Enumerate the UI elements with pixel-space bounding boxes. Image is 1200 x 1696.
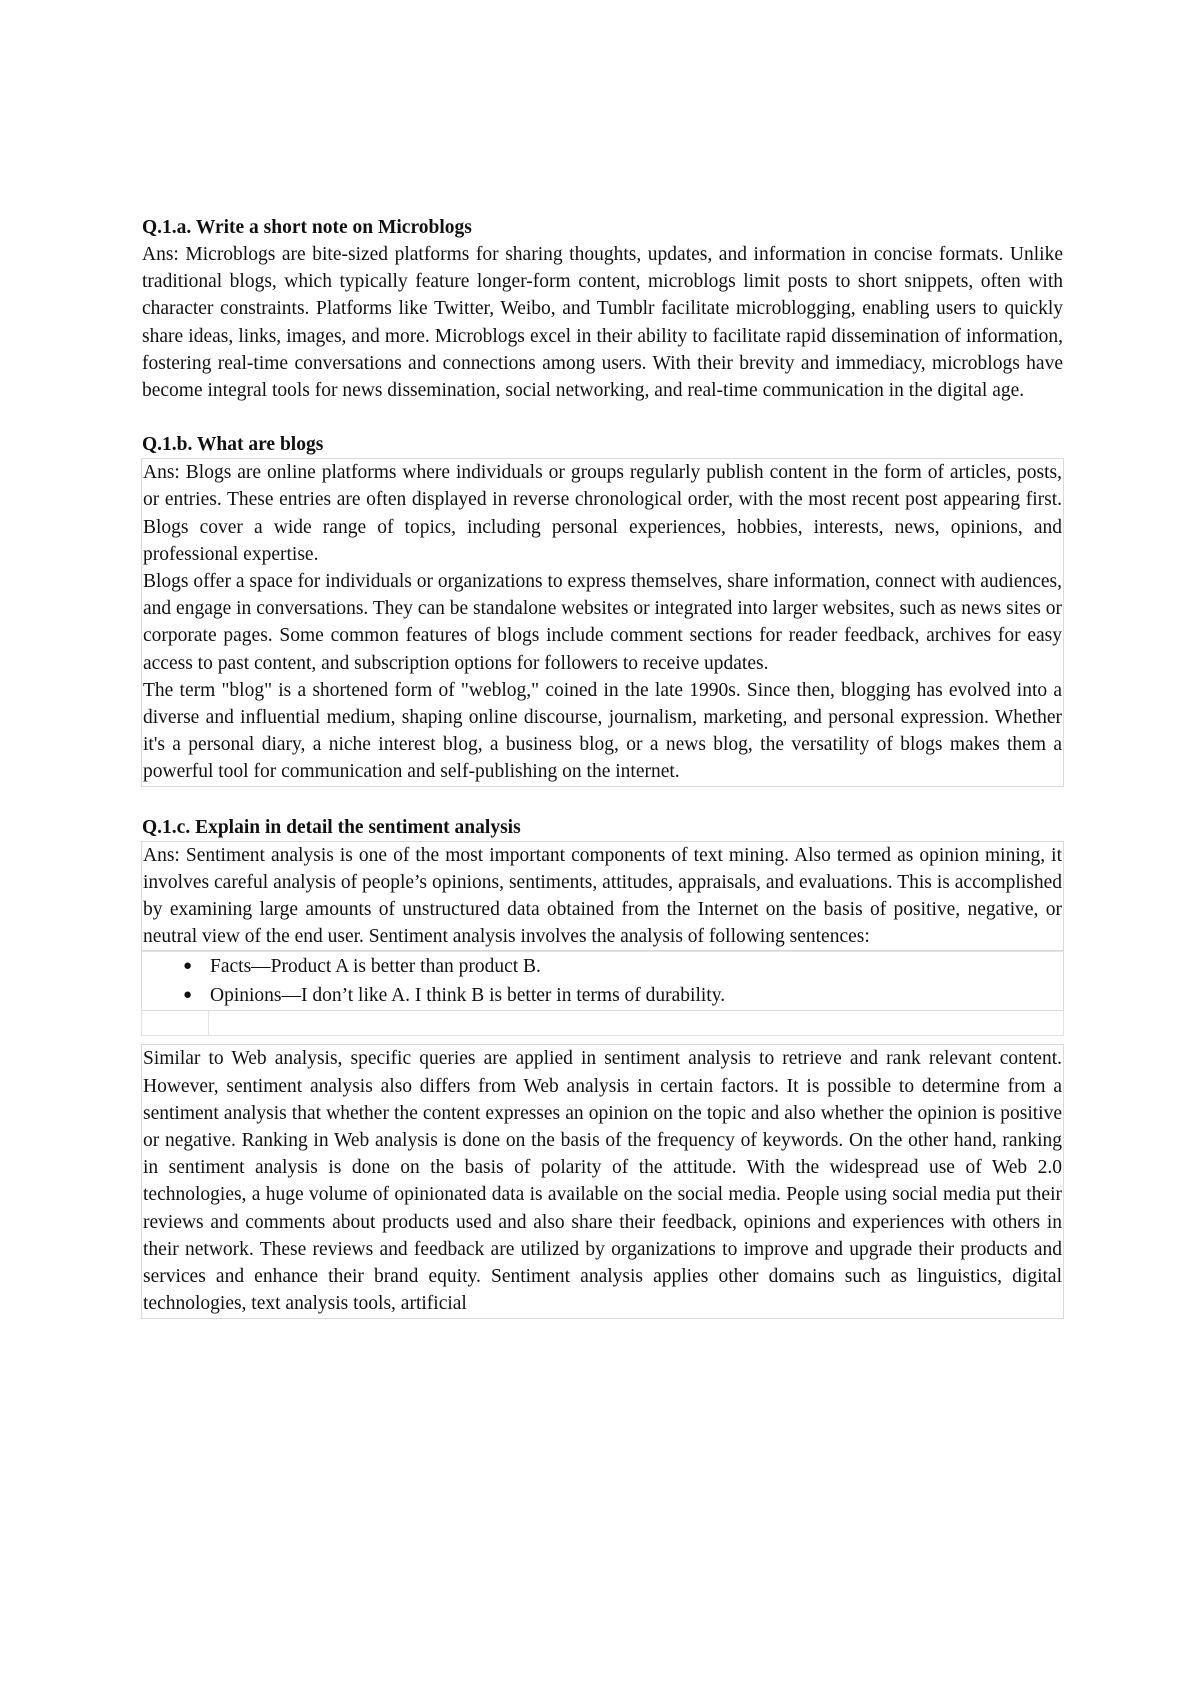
- bullet-list: [141, 951, 1064, 1011]
- answer-box-q1b: [141, 458, 1064, 786]
- list-item: [142, 952, 1063, 981]
- answer-box-q1c-intro: [141, 841, 1064, 952]
- answer-q1a: Ans: Microblogs are bite-sized platforms for sharing thoughts, updates, and information in concise formats. Unlike traditional blogs, which typically feature longer-form content, microblogs limit posts to short snippets, often with character constraints. Platforms like Twitter, Weibo, and Tumblr facilitate microblogging, enabling users to quickly share ideas, links, images, and more. Microblogs excel in their ability to facilitate rapid dissemination of information, fostering real-time conversations and connections among users. With their brevity and immediacy, microblogs have become integral tools for news dissemination, social networking, and real-time communication in the digital age.: [142, 244, 1063, 402]
- bullet-icon: ●: [183, 958, 193, 975]
- answer-q1c-continuation: Similar to Web analysis, specific queries are applied in sentiment analysis to retrieve and rank relevant content. However, sentiment analysis also differs from Web analysis in certain factors. It is possible to determine from a sentiment analysis that whether the content expresses an opinion on the topic and also whether the opinion is positive or negative. Ranking in Web analysis is done on the basis of the frequency of keywords. On the other hand, ranking in sentiment analysis is done on the basis of polarity of the attitude. With the widespread use of Web 2.0 technologies, a huge volume of opinionated data is available on the social media. People using social media put their reviews and comments about products used and also share their feedback, opinions and experiences with others in their network. These reviews and feedback are utilized by organizations to improve and upgrade their products and services and enhance their brand equity. Sentiment analysis applies other domains such as linguistics, digital technologies, text analysis tools, artificial: [143, 1048, 1062, 1315]
- bullet-icon: ●: [183, 987, 193, 1004]
- answer-q1c-intro: Ans: Sentiment analysis is one of the most important components of text mining. Also termed as opinion mining, it involves careful analysis of people’s opinions, sentiments, attitudes, appraisals, and evaluations. This is accomplished by examining large amounts of unstructured data obtained from the Internet on the basis of positive, negative, or neutral view of the end user. Sentiment analysis involves the analysis of following sentences:: [143, 844, 1062, 948]
- heading-q1a: Q.1.a. Write a short note on Microblogs: [142, 217, 472, 238]
- spacer: [141, 787, 1064, 814]
- answer-q1b-para-1: Ans: Blogs are online platforms where individuals or groups regularly publish content in the form of articles, posts, or entries. These entries are often displayed in reverse chronological order, with the most recent post appearing first. Blogs cover a wide range of topics, including personal experiences, hobbies, interests, news, opinions, and professional expertise.: [143, 462, 1062, 565]
- answer-box-q1c-continuation: [141, 1044, 1064, 1318]
- spacer: [141, 1036, 1064, 1044]
- spacer: [141, 404, 1064, 431]
- cell-divider: [208, 1011, 209, 1035]
- heading-q1c: Q.1.c. Explain in detail the sentiment analysis: [142, 816, 521, 838]
- list-item: [142, 981, 1063, 1010]
- bullet-text: Facts—Product A is better than product B.: [210, 956, 541, 978]
- bullet-text: Opinions—I don’t like A. I think B is better in terms of durability.: [210, 985, 726, 1007]
- document-page: [141, 214, 1064, 1319]
- answer-q1b-para-2: Blogs offer a space for individuals or organizations to express themselves, share information, connect with audiences, and engage in conversations. They can be standalone websites or integrated into larger websites, such as news sites or corporate pages. Some common features of blogs include comment sections for reader feedback, archives for easy access to past content, and subscription options for followers to receive updates.: [143, 571, 1062, 674]
- heading-q1b: Q.1.b. What are blogs: [142, 434, 324, 456]
- answer-q1b-para-3: The term "blog" is a shortened form of "weblog," coined in the late 1990s. Since then, blogging has evolved into a diverse and influential medium, shaping online discourse, journalism, marketing, and personal expression. Whether it's a personal diary, a niche interest blog, a business blog, or a news blog, the versatility of blogs makes them a powerful tool for communication and self-publishing on the internet.: [143, 679, 1062, 783]
- empty-table-row: [141, 1011, 1064, 1036]
